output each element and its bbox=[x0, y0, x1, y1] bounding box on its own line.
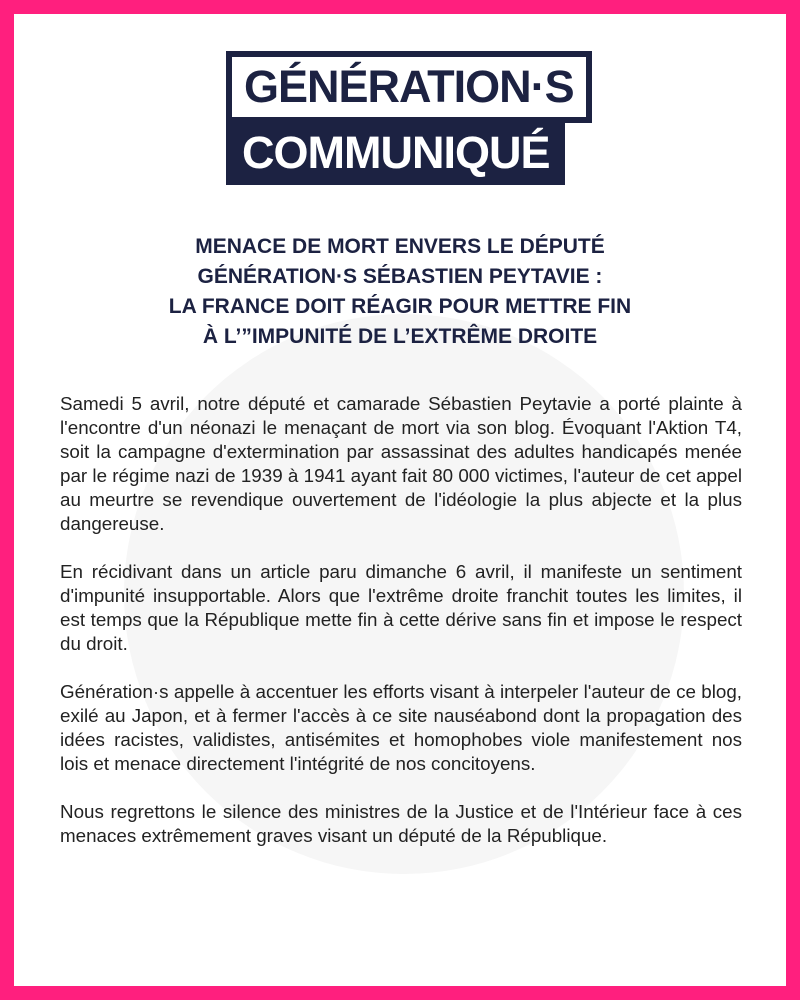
headline-line: LA FRANCE DOIT RÉAGIR POUR METTRE FIN bbox=[168, 295, 632, 318]
body-text bbox=[60, 392, 742, 872]
headline bbox=[54, 232, 746, 352]
logo-communique-text: COMMUNIQUÉ bbox=[226, 121, 565, 185]
communique-card bbox=[14, 14, 786, 986]
paragraph-call-to-action: Génération·s appelle à accentuer les efforts visant à interpeler l'auteur de ce blog, exilé au Japon, et à fermer l'accès à ce site nauséabond dont la propagation des idées racistes, validistes, antisémites et homophobes viole manifestement nos lois et menace directement l'intégrité de nos concitoyens. bbox=[60, 681, 742, 774]
headline-line: GÉNÉRATION·S SÉBASTIEN PEYTAVIE : bbox=[197, 265, 603, 288]
logo-generations-text: GÉNÉRATION·S bbox=[226, 51, 592, 123]
paragraph-complaint: Samedi 5 avril, notre député et camarade Sébastien Peytavie a porté plainte à l'encontre d'un néonazi le menaçant de mort via son blog. Évoquant l'Aktion T4, soit la campagne d'extermination par assassinat des adultes handicapés menée par le régime nazi de 1939 à 1941 ayant fait 80 000 victimes, l'auteur de cet appel au meurtre se revendique ouvertement de l'idéologie la plus abjecte et la plus dangereuse. bbox=[60, 393, 742, 534]
headline-line: À L’”IMPUNITÉ DE L’EXTRÊME DROITE bbox=[202, 325, 598, 348]
paragraph-ministers-silence: Nous regrettons le silence des ministres de la Justice et de l'Intérieur face à ces menaces extrêmement graves visant un député de la République. bbox=[60, 801, 742, 846]
paragraph-impunity: En récidivant dans un article paru dimanche 6 avril, il manifeste un sentiment d'impunité insupportable. Alors que l'extrême droite franchit toutes les limites, il est temps que la République mette fin à cette dérive sans fin et impose le respect du droit. bbox=[60, 561, 742, 654]
generations-logo bbox=[226, 51, 592, 185]
headline-line: MENACE DE MORT ENVERS LE DÉPUTÉ bbox=[195, 235, 605, 258]
